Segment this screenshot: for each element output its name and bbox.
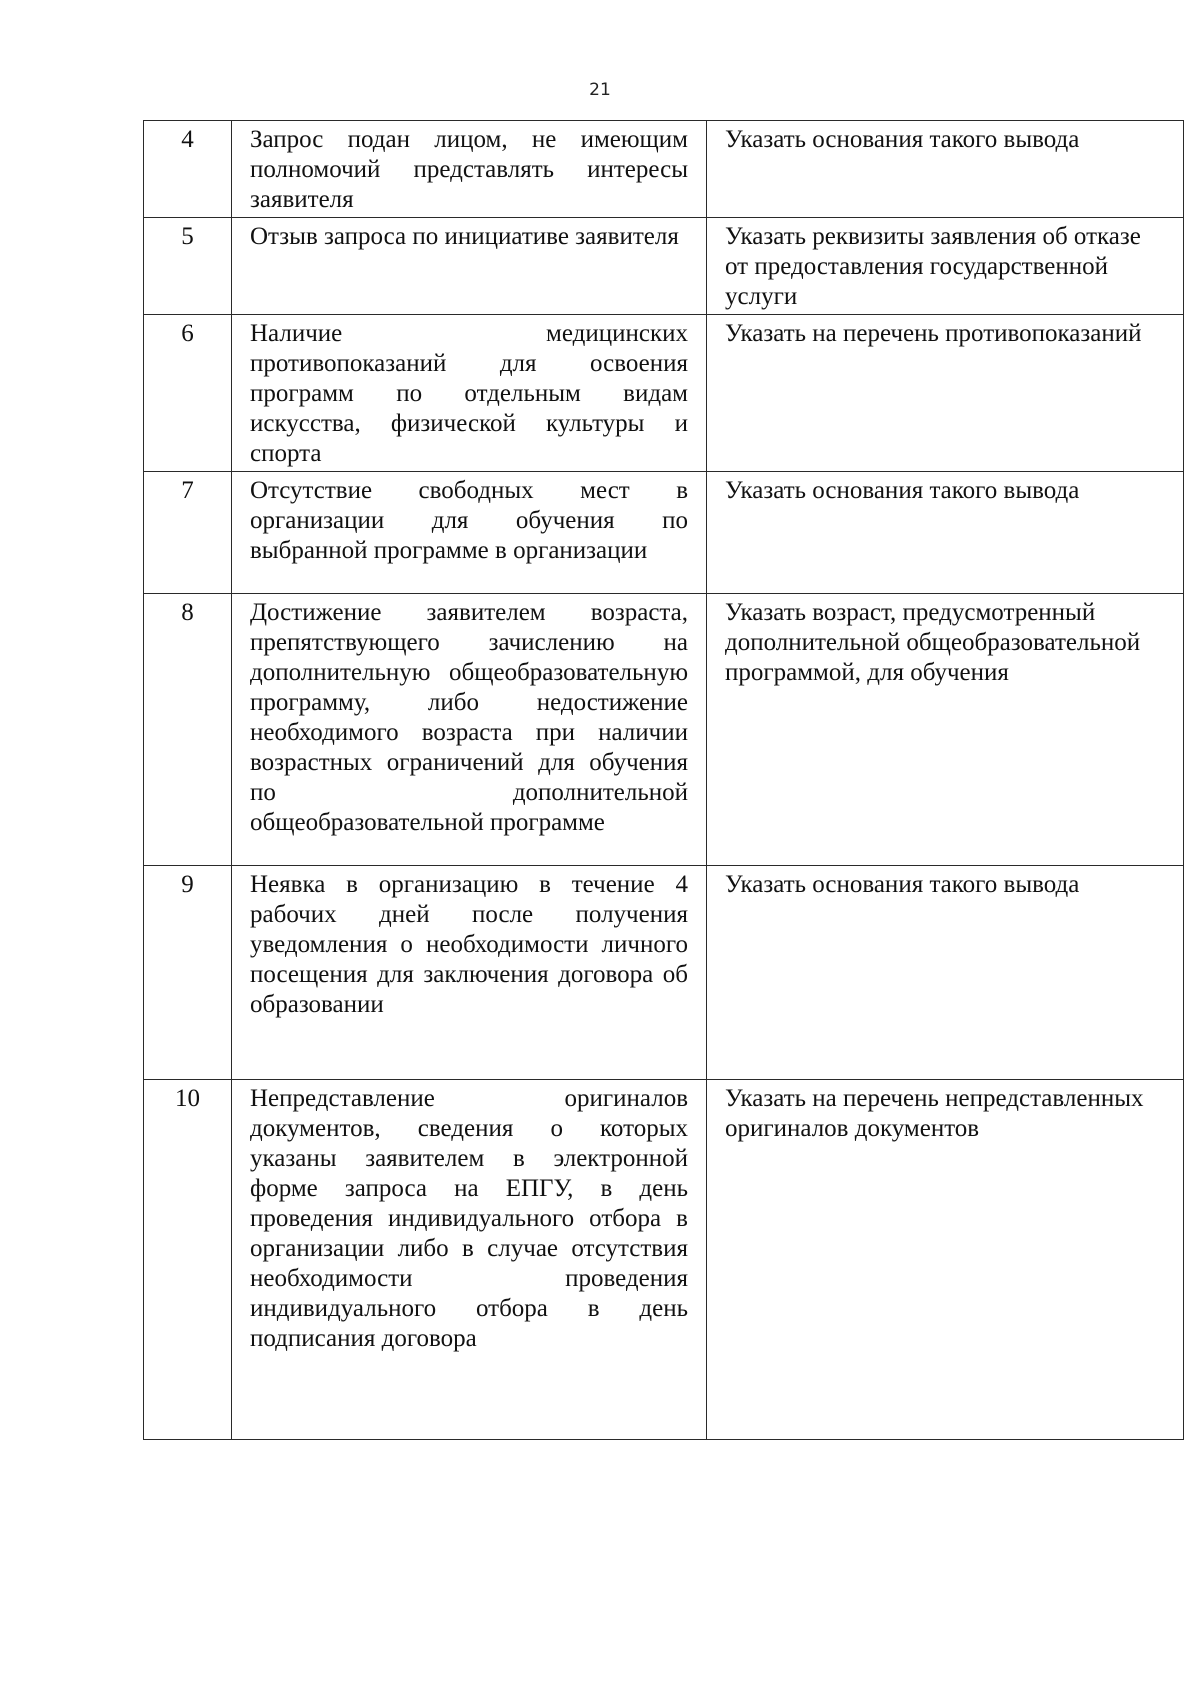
- table-row: [144, 472, 1184, 594]
- refusal-explanation: Указать основания такого вывода: [707, 866, 1184, 1080]
- row-number: 8: [144, 594, 232, 866]
- row-number: 4: [144, 121, 232, 218]
- page-number: 21: [589, 80, 611, 100]
- row-number: 6: [144, 315, 232, 472]
- refusal-reason: Непредставление оригиналов документов, сведения о которых указаны заявителем в электронной форме запроса на ЕПГУ, в день проведения индивидуального отбора в организации либо в случае отсутствия необходимости проведения индивидуального отбора в день подписания договора: [232, 1080, 707, 1440]
- refusal-explanation: Указать основания такого вывода: [707, 121, 1184, 218]
- row-number: 9: [144, 866, 232, 1080]
- refusal-reason: Неявка в организацию в течение 4 рабочих дней после получения уведомления о необходимости личного посещения для заключения договора об образовании: [232, 866, 707, 1080]
- refusal-explanation: Указать возраст, предусмотренный дополнительной общеобразовательной программой, для обучения: [707, 594, 1184, 866]
- refusal-explanation: Указать на перечень непредставленных оригиналов документов: [707, 1080, 1184, 1440]
- refusal-reason: Отсутствие свободных мест в организации для обучения по выбранной программе в организации: [232, 472, 707, 594]
- refusal-reason: Наличие медицинских противопоказаний для освоения программ по отдельным видам искусства, физической культуры и спорта: [232, 315, 707, 472]
- table-row: [144, 218, 1184, 315]
- refusal-reason: Достижение заявителем возраста, препятствующего зачислению на дополнительную общеобразовательную программу, либо недостижение необходимого возраста при наличии возрастных ограничений для обучения по дополнительной общеобразовательной программе: [232, 594, 707, 866]
- row-number: 5: [144, 218, 232, 315]
- table-row: [144, 315, 1184, 472]
- refusal-explanation: Указать реквизиты заявления об отказе от предоставления государственной услуги: [707, 218, 1184, 315]
- table-row: [144, 121, 1184, 218]
- table-row: [144, 1080, 1184, 1440]
- refusal-explanation: Указать основания такого вывода: [707, 472, 1184, 594]
- refusal-reason: Запрос подан лицом, не имеющим полномочий представлять интересы заявителя: [232, 121, 707, 218]
- table-row: [144, 866, 1184, 1080]
- refusal-reason: Отзыв запроса по инициативе заявителя: [232, 218, 707, 315]
- refusal-explanation: Указать на перечень противопоказаний: [707, 315, 1184, 472]
- row-number: 7: [144, 472, 232, 594]
- refusal-grounds-table: [143, 120, 1184, 1440]
- table-row: [144, 594, 1184, 866]
- row-number: 10: [144, 1080, 232, 1440]
